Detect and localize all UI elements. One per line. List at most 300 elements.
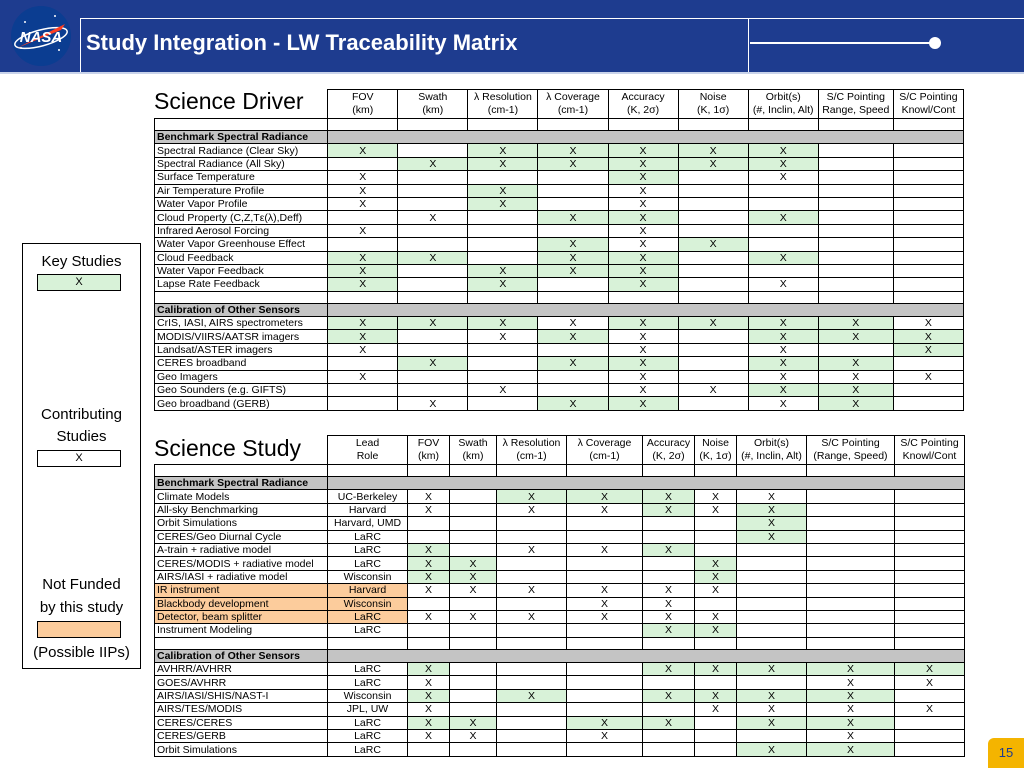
matrix-cell: X (695, 584, 737, 597)
column-header (328, 436, 408, 465)
page-title: Study Integration - LW Traceability Matrix (86, 30, 518, 55)
matrix-cell: X (695, 663, 737, 676)
matrix-cell: X (643, 716, 695, 729)
matrix-cell (450, 676, 497, 689)
matrix-cell: X (643, 584, 695, 597)
matrix-cell: X (643, 490, 695, 503)
matrix-cell (567, 517, 643, 530)
matrix-cell: X (608, 184, 678, 197)
table-row (155, 530, 965, 543)
row-label: AIRS/TES/MODIS (155, 703, 328, 716)
matrix-cell: X (408, 543, 450, 556)
matrix-cell: X (450, 557, 497, 570)
matrix-cell: X (695, 557, 737, 570)
spacer-cell (468, 291, 538, 303)
matrix-cell (398, 171, 468, 184)
matrix-cell: X (538, 251, 608, 264)
matrix-cell: X (737, 703, 807, 716)
spacer-cell (678, 291, 748, 303)
matrix-cell (895, 543, 965, 556)
matrix-cell (497, 624, 567, 637)
matrix-cell: X (608, 384, 678, 397)
column-header (895, 436, 965, 465)
matrix-cell (678, 397, 748, 410)
matrix-cell (893, 264, 963, 277)
matrix-cell: X (695, 703, 737, 716)
matrix-cell: X (328, 343, 398, 356)
matrix-cell (895, 557, 965, 570)
matrix-cell (807, 503, 895, 516)
matrix-cell: X (695, 610, 737, 623)
matrix-cell: X (328, 317, 398, 330)
matrix-cell: X (408, 730, 450, 743)
matrix-cell: X (807, 703, 895, 716)
matrix-cell: X (695, 624, 737, 637)
nasa-logo (7, 4, 75, 68)
matrix-cell: X (643, 689, 695, 702)
matrix-cell (450, 743, 497, 756)
lead-role-cell: LaRC (328, 716, 408, 729)
table-row (155, 330, 964, 343)
matrix-cell: X (895, 663, 965, 676)
matrix-cell: X (608, 370, 678, 383)
svg-text:NASA: NASA (19, 29, 63, 46)
matrix-cell (737, 584, 807, 597)
column-header (468, 90, 538, 119)
spacer-cell (695, 465, 737, 477)
matrix-cell (893, 157, 963, 170)
spacer-row (155, 291, 964, 303)
matrix-cell: X (818, 384, 893, 397)
table-row (155, 624, 965, 637)
matrix-cell (497, 743, 567, 756)
matrix-cell (695, 730, 737, 743)
matrix-cell (567, 743, 643, 756)
matrix-cell (450, 703, 497, 716)
matrix-cell (893, 384, 963, 397)
row-label: Infrared Aerosol Forcing (155, 224, 328, 237)
matrix-cell: X (497, 584, 567, 597)
lead-role-cell: LaRC (328, 543, 408, 556)
matrix-cell (807, 624, 895, 637)
matrix-cell: X (748, 144, 818, 157)
column-header-line2: Knowl/Cont (902, 450, 957, 462)
row-label: Water Vapor Feedback (155, 264, 328, 277)
matrix-cell: X (895, 676, 965, 689)
section-header-row (155, 131, 964, 144)
matrix-cell (818, 278, 893, 291)
column-header-line2: (km) (352, 104, 374, 116)
matrix-cell (818, 171, 893, 184)
matrix-cell (818, 144, 893, 157)
matrix-cell: X (398, 357, 468, 370)
matrix-cell: X (468, 144, 538, 157)
matrix-cell (807, 610, 895, 623)
matrix-cell: X (408, 570, 450, 583)
matrix-cell: X (567, 503, 643, 516)
matrix-cell (748, 264, 818, 277)
matrix-cell: X (398, 397, 468, 410)
spacer-cell (893, 291, 963, 303)
matrix-cell (408, 624, 450, 637)
column-header (807, 436, 895, 465)
column-header-line2: (#, Inclin, Alt) (741, 450, 802, 462)
matrix-cell: X (737, 490, 807, 503)
matrix-cell (895, 730, 965, 743)
matrix-cell: X (468, 184, 538, 197)
matrix-cell (695, 517, 737, 530)
matrix-cell (895, 716, 965, 729)
matrix-cell (497, 703, 567, 716)
column-header-line1: S/C Pointing (899, 91, 958, 103)
matrix-cell (567, 689, 643, 702)
matrix-cell (678, 171, 748, 184)
matrix-cell: X (737, 663, 807, 676)
table-row (155, 370, 964, 383)
matrix-cell (893, 224, 963, 237)
row-label: Water Vapor Profile (155, 197, 328, 210)
matrix-cell (737, 597, 807, 610)
matrix-cell: X (807, 716, 895, 729)
matrix-cell (328, 397, 398, 410)
matrix-cell: X (895, 703, 965, 716)
matrix-cell: X (468, 384, 538, 397)
matrix-cell (678, 264, 748, 277)
matrix-cell (398, 370, 468, 383)
column-header (695, 436, 737, 465)
row-label: AIRS/IASI/SHIS/NAST-I (155, 689, 328, 702)
matrix-cell: X (748, 384, 818, 397)
column-header (567, 436, 643, 465)
matrix-cell (538, 343, 608, 356)
matrix-cell (643, 517, 695, 530)
table-row (155, 224, 964, 237)
row-label: Orbit Simulations (155, 743, 328, 756)
matrix-cell (737, 676, 807, 689)
matrix-cell (468, 224, 538, 237)
matrix-cell (567, 676, 643, 689)
table-row (155, 144, 964, 157)
matrix-cell: X (643, 543, 695, 556)
spacer-cell (398, 119, 468, 131)
matrix-cell: X (538, 144, 608, 157)
decorative-line (750, 42, 930, 44)
lead-role-cell: Harvard (328, 503, 408, 516)
column-header-line1: Accuracy (646, 437, 691, 449)
matrix-cell: X (748, 171, 818, 184)
matrix-cell (895, 570, 965, 583)
matrix-cell (895, 584, 965, 597)
column-header-line1: S/C Pointing (821, 437, 880, 449)
section-header: Calibration of Other Sensors (155, 649, 328, 662)
science-study-table (154, 435, 965, 757)
row-label: AVHRR/AVHRR (155, 663, 328, 676)
column-header-line1: S/C Pointing (900, 437, 959, 449)
spacer-row (155, 637, 965, 649)
matrix-cell: X (695, 570, 737, 583)
column-header (450, 436, 497, 465)
header-underline (0, 72, 1024, 74)
spacer-cell (538, 119, 608, 131)
table-row (155, 676, 965, 689)
column-header-line2: Range, Speed (822, 104, 890, 116)
spacer-cell (408, 465, 450, 477)
section-header: Calibration of Other Sensors (155, 303, 328, 316)
matrix-cell (678, 184, 748, 197)
matrix-cell: X (567, 716, 643, 729)
header-bar (0, 0, 1024, 72)
table-row (155, 384, 964, 397)
matrix-cell (737, 543, 807, 556)
spacer-cell (328, 465, 408, 477)
spacer-cell (895, 637, 965, 649)
science-driver-title: Science Driver (154, 88, 304, 114)
matrix-cell (893, 197, 963, 210)
spacer-cell (807, 637, 895, 649)
column-header-line1: λ Resolution (502, 437, 561, 449)
matrix-cell (818, 211, 893, 224)
matrix-cell (807, 584, 895, 597)
legend-not-funded-line1: Not Funded (42, 576, 121, 593)
matrix-cell (895, 610, 965, 623)
matrix-cell: X (408, 557, 450, 570)
matrix-cell: X (608, 397, 678, 410)
column-header-line2: (#, Inclin, Alt) (752, 104, 814, 116)
row-label: Detector, beam splitter (155, 610, 328, 623)
matrix-cell (538, 197, 608, 210)
matrix-cell (450, 503, 497, 516)
legend-key-swatch: X (37, 274, 121, 291)
spacer-cell (328, 637, 408, 649)
matrix-cell: X (608, 278, 678, 291)
matrix-cell: X (398, 211, 468, 224)
row-label: Water Vapor Greenhouse Effect (155, 238, 328, 251)
matrix-cell: X (497, 490, 567, 503)
row-label: CERES/Geo Diurnal Cycle (155, 530, 328, 543)
column-header-line2: (cm-1) (487, 104, 519, 116)
row-label: Lapse Rate Feedback (155, 278, 328, 291)
table-row (155, 503, 965, 516)
matrix-cell (328, 211, 398, 224)
matrix-cell: X (807, 689, 895, 702)
matrix-cell: X (328, 197, 398, 210)
matrix-cell (398, 384, 468, 397)
title-right-rule (748, 18, 749, 72)
title-top-rule (80, 18, 1024, 19)
matrix-cell (450, 490, 497, 503)
legend-not-funded-swatch (37, 621, 121, 638)
legend-possible-iips: (Possible IIPs) (33, 644, 130, 661)
column-header-line1: Noise (699, 91, 727, 103)
table-row (155, 278, 964, 291)
matrix-cell (497, 517, 567, 530)
matrix-cell (748, 238, 818, 251)
matrix-cell (567, 530, 643, 543)
row-label: IR instrument (155, 584, 328, 597)
section-header-row (155, 303, 964, 316)
matrix-cell (748, 224, 818, 237)
lead-role-cell: Harvard, UMD (328, 517, 408, 530)
matrix-cell: X (737, 517, 807, 530)
matrix-cell (678, 343, 748, 356)
column-header (398, 90, 468, 119)
table-row (155, 317, 964, 330)
row-label: Geo broadband (GERB) (155, 397, 328, 410)
row-label: CrIS, IASI, AIRS spectrometers (155, 317, 328, 330)
matrix-cell: X (678, 238, 748, 251)
matrix-cell: X (608, 144, 678, 157)
matrix-cell: X (408, 703, 450, 716)
matrix-cell (737, 570, 807, 583)
matrix-cell: X (450, 716, 497, 729)
matrix-cell: X (398, 317, 468, 330)
table-row (155, 743, 965, 756)
matrix-cell (895, 490, 965, 503)
matrix-cell: X (748, 278, 818, 291)
header-row (155, 436, 965, 465)
spacer-cell (155, 119, 328, 131)
table-row (155, 716, 965, 729)
matrix-cell: X (818, 370, 893, 383)
column-header (737, 436, 807, 465)
lead-role-cell: Harvard (328, 584, 408, 597)
row-label: Orbit Simulations (155, 517, 328, 530)
table-row (155, 490, 965, 503)
matrix-cell (818, 197, 893, 210)
column-header-line1: Accuracy (621, 91, 665, 103)
matrix-cell (497, 597, 567, 610)
matrix-cell: X (678, 144, 748, 157)
matrix-cell: X (893, 370, 963, 383)
matrix-cell: X (567, 584, 643, 597)
matrix-cell (468, 343, 538, 356)
spacer-cell (608, 291, 678, 303)
spacer-cell (678, 119, 748, 131)
column-header-line1: λ Coverage (577, 437, 632, 449)
matrix-cell (497, 663, 567, 676)
spacer-cell (450, 465, 497, 477)
row-label: Cloud Feedback (155, 251, 328, 264)
matrix-cell (895, 503, 965, 516)
spacer-cell (538, 291, 608, 303)
matrix-cell: X (608, 238, 678, 251)
matrix-cell: X (468, 157, 538, 170)
matrix-cell (538, 370, 608, 383)
matrix-cell (893, 357, 963, 370)
matrix-cell (643, 730, 695, 743)
column-header (818, 90, 893, 119)
matrix-cell (328, 157, 398, 170)
matrix-cell: X (608, 317, 678, 330)
legend-contributing-swatch: X (37, 450, 121, 467)
matrix-cell: X (608, 264, 678, 277)
matrix-cell (695, 530, 737, 543)
matrix-cell (398, 144, 468, 157)
matrix-cell (695, 716, 737, 729)
matrix-cell: X (818, 357, 893, 370)
matrix-cell (398, 197, 468, 210)
matrix-cell (398, 264, 468, 277)
matrix-cell (643, 676, 695, 689)
spacer-cell (567, 637, 643, 649)
spacer-cell (328, 291, 398, 303)
legend-not-funded-line2: by this study (39, 599, 124, 616)
matrix-cell: X (538, 211, 608, 224)
matrix-cell (807, 570, 895, 583)
matrix-cell (643, 703, 695, 716)
table-row (155, 238, 964, 251)
section-header-fill (328, 131, 964, 144)
matrix-cell: X (893, 343, 963, 356)
header-blank-cell (155, 436, 328, 465)
table-row (155, 584, 965, 597)
matrix-cell: X (328, 144, 398, 157)
matrix-cell: X (608, 157, 678, 170)
matrix-cell: X (328, 251, 398, 264)
lead-role-cell: Wisconsin (328, 597, 408, 610)
spacer-cell (807, 465, 895, 477)
matrix-cell: X (737, 530, 807, 543)
matrix-cell: X (748, 211, 818, 224)
column-header-line1: Orbit(s) (754, 437, 789, 449)
matrix-cell: X (748, 343, 818, 356)
matrix-cell: X (538, 157, 608, 170)
matrix-cell (818, 224, 893, 237)
matrix-cell: X (893, 317, 963, 330)
matrix-cell (567, 570, 643, 583)
spacer-cell (748, 119, 818, 131)
matrix-cell (643, 557, 695, 570)
matrix-cell (737, 610, 807, 623)
spacer-cell (695, 637, 737, 649)
spacer-cell (408, 637, 450, 649)
section-header-row (155, 649, 965, 662)
matrix-cell: X (807, 663, 895, 676)
column-header (497, 436, 567, 465)
matrix-cell (497, 716, 567, 729)
column-header-line1: λ Coverage (546, 91, 600, 103)
matrix-cell: X (497, 610, 567, 623)
lead-role-cell: LaRC (328, 663, 408, 676)
column-header (893, 90, 963, 119)
matrix-cell (450, 624, 497, 637)
matrix-cell: X (497, 689, 567, 702)
matrix-cell (450, 689, 497, 702)
row-label: Climate Models (155, 490, 328, 503)
matrix-cell (893, 251, 963, 264)
matrix-cell (678, 211, 748, 224)
lead-role-cell: LaRC (328, 530, 408, 543)
matrix-cell (818, 251, 893, 264)
legend-contributing-line2: Studies (56, 428, 107, 445)
matrix-cell (893, 238, 963, 251)
column-header-line1: Orbit(s) (765, 91, 801, 103)
section-header-row (155, 477, 965, 490)
matrix-cell (748, 184, 818, 197)
column-header-line1: Lead (355, 437, 380, 449)
matrix-cell: X (678, 157, 748, 170)
matrix-cell (328, 238, 398, 251)
column-header (538, 90, 608, 119)
spacer-cell (643, 465, 695, 477)
spacer-cell (155, 465, 328, 477)
matrix-cell: X (748, 157, 818, 170)
matrix-cell (893, 397, 963, 410)
matrix-cell (678, 357, 748, 370)
matrix-cell (678, 197, 748, 210)
spacer-cell (608, 119, 678, 131)
matrix-cell: X (737, 716, 807, 729)
